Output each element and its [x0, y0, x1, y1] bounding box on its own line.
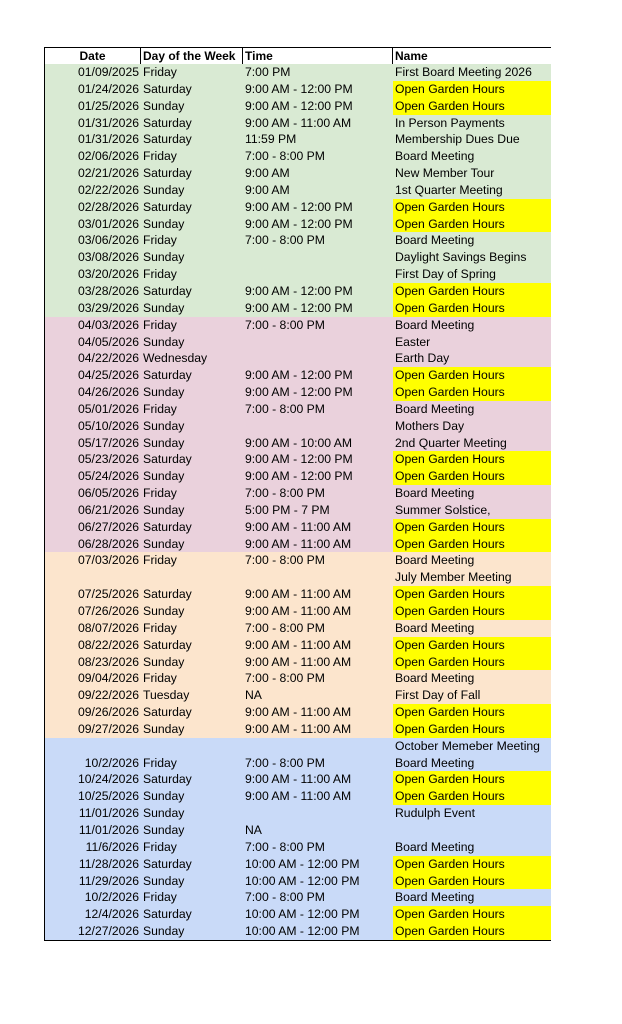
name-cell: Board Meeting — [395, 401, 475, 416]
day-cell: Friday — [143, 839, 177, 854]
date-cell: 07/03/2026 — [78, 553, 139, 568]
day-cell: Friday — [143, 671, 177, 686]
table-row — [45, 199, 551, 216]
date-cell: 11/29/2026 — [78, 873, 139, 888]
day-cell: Saturday — [143, 115, 192, 130]
time-cell: 7:00 - 8:00 PM — [245, 317, 325, 332]
time-cell: 7:00 - 8:00 PM — [245, 671, 325, 686]
time-cell: 9:00 AM - 11:00 AM — [245, 772, 352, 787]
table-row — [45, 485, 551, 502]
time-cell: 11:59 PM — [245, 132, 297, 147]
table-row — [45, 401, 551, 418]
table-row — [45, 704, 551, 721]
time-cell: 7:00 - 8:00 PM — [245, 755, 325, 770]
date-cell: 10/2/2026 — [84, 755, 139, 770]
time-cell: 5:00 PM - 7 PM — [245, 502, 330, 517]
time-cell — [243, 738, 393, 755]
name-cell: Open Garden Hours — [393, 536, 551, 553]
date-cell: 04/03/2026 — [78, 317, 139, 332]
name-cell: Open Garden Hours — [393, 451, 551, 468]
date-cell: 06/21/2026 — [78, 502, 139, 517]
time-cell: 9:00 AM - 12:00 PM — [245, 300, 353, 315]
name-cell: Membership Dues Due — [395, 132, 520, 147]
name-cell: 1st Quarter Meeting — [395, 182, 503, 197]
time-cell — [243, 418, 393, 435]
name-cell: Open Garden Hours — [393, 856, 551, 873]
time-cell: 7:00 - 8:00 PM — [245, 233, 325, 248]
name-cell: Open Garden Hours — [393, 603, 551, 620]
date-cell: 03/29/2026 — [78, 300, 139, 315]
time-cell: 7:00 - 8:00 PM — [245, 620, 325, 635]
time-cell: 9:00 AM - 11:00 AM — [245, 536, 352, 551]
time-cell: 9:00 AM - 11:00 AM — [245, 654, 352, 669]
name-cell: Open Garden Hours — [393, 923, 551, 940]
day-cell: Friday — [143, 553, 177, 568]
time-cell: 9:00 AM - 11:00 AM — [245, 789, 352, 804]
day-cell: Sunday — [143, 873, 185, 888]
name-cell: Board Meeting — [395, 755, 475, 770]
day-cell: Sunday — [143, 385, 185, 400]
name-cell: Easter — [395, 334, 431, 349]
table-row — [45, 788, 551, 805]
date-cell: 04/26/2026 — [78, 385, 139, 400]
name-cell: Open Garden Hours — [393, 788, 551, 805]
time-cell: 7:00 PM — [245, 65, 291, 79]
day-cell: Tuesday — [143, 688, 190, 703]
header-day: Day of the Week — [141, 48, 243, 64]
day-cell: Saturday — [143, 368, 192, 383]
day-cell: Sunday — [143, 469, 185, 484]
name-cell: July Member Meeting — [395, 570, 512, 585]
table-row — [45, 603, 551, 620]
date-cell: 07/25/2026 — [78, 587, 139, 602]
name-cell: In Person Payments — [395, 115, 505, 130]
name-cell: New Member Tour — [395, 166, 495, 181]
day-cell: Friday — [143, 890, 177, 905]
table-row — [45, 738, 551, 755]
table-row — [45, 367, 551, 384]
day-cell: Sunday — [143, 250, 185, 265]
time-cell: 9:00 AM - 11:00 AM — [245, 519, 352, 534]
name-cell: Summer Solstice, — [395, 502, 491, 517]
date-cell: 12/27/2026 — [78, 924, 139, 939]
day-cell: Saturday — [143, 283, 192, 298]
table-row — [45, 873, 551, 890]
name-cell: Open Garden Hours — [393, 721, 551, 738]
time-cell: 9:00 AM — [245, 182, 290, 197]
table-row — [45, 805, 551, 822]
name-cell: Board Meeting — [395, 317, 475, 332]
name-cell: Board Meeting — [395, 671, 475, 686]
time-cell — [243, 805, 393, 822]
header-date: Date — [45, 48, 141, 64]
table-row — [45, 889, 551, 906]
day-cell: Sunday — [143, 418, 185, 433]
day-cell: Saturday — [143, 907, 192, 922]
date-cell: 11/01/2026 — [78, 806, 139, 821]
day-cell: Sunday — [143, 806, 185, 821]
day-cell: Sunday — [143, 721, 185, 736]
name-cell: Open Garden Hours — [393, 637, 551, 654]
name-cell: Open Garden Hours — [393, 98, 551, 115]
name-cell: Board Meeting — [395, 486, 475, 501]
date-cell: 04/22/2026 — [78, 351, 139, 366]
date-cell — [45, 569, 141, 586]
name-cell: Earth Day — [395, 351, 450, 366]
day-cell: Friday — [143, 65, 177, 79]
name-cell: Open Garden Hours — [393, 771, 551, 788]
table-row — [45, 249, 551, 266]
table-row — [45, 721, 551, 738]
table-row — [45, 418, 551, 435]
name-cell: Open Garden Hours — [393, 367, 551, 384]
name-cell: Open Garden Hours — [393, 586, 551, 603]
name-cell: Open Garden Hours — [393, 216, 551, 233]
table-row — [45, 856, 551, 873]
day-cell: Saturday — [143, 452, 192, 467]
time-cell: 10:00 AM - 12:00 PM — [245, 924, 360, 939]
date-cell: 08/23/2026 — [78, 654, 139, 669]
date-cell: 12/4/2026 — [84, 907, 139, 922]
day-cell: Sunday — [143, 98, 185, 113]
day-cell: Friday — [143, 317, 177, 332]
table-row — [45, 451, 551, 468]
day-cell: Saturday — [143, 199, 192, 214]
date-cell: 03/06/2026 — [78, 233, 139, 248]
table-row — [45, 232, 551, 249]
day-cell: Sunday — [143, 822, 185, 837]
date-cell: 04/05/2026 — [78, 334, 139, 349]
date-cell: 01/31/2026 — [78, 132, 139, 147]
time-cell: 9:00 AM — [245, 166, 290, 181]
date-cell: 11/6/2026 — [85, 839, 139, 854]
header-name: Name — [395, 49, 428, 63]
time-cell: 9:00 AM - 11:00 AM — [245, 637, 352, 652]
day-cell: Friday — [143, 267, 177, 282]
name-cell: Board Meeting — [395, 553, 475, 568]
date-cell: 05/10/2026 — [78, 418, 139, 433]
table-row — [45, 906, 551, 923]
time-cell: 9:00 AM - 11:00 AM — [245, 705, 352, 720]
day-cell — [141, 569, 243, 586]
day-cell: Saturday — [143, 132, 192, 147]
date-cell: 01/09/2025 — [78, 65, 139, 79]
date-cell: 09/04/2026 — [78, 671, 139, 686]
day-cell: Sunday — [143, 604, 185, 618]
date-cell: 06/27/2026 — [78, 519, 139, 534]
name-cell: Rudulph Event — [395, 806, 475, 821]
time-cell: 7:00 - 8:00 PM — [245, 553, 325, 568]
day-cell: Saturday — [143, 81, 192, 96]
date-cell: 01/24/2026 — [78, 81, 139, 96]
date-cell: 05/17/2026 — [78, 435, 139, 450]
day-cell: Saturday — [143, 705, 192, 720]
table-row — [45, 384, 551, 401]
name-cell: Board Meeting — [395, 839, 475, 854]
time-cell: 7:00 - 8:00 PM — [245, 890, 325, 905]
schedule-table — [44, 47, 551, 941]
date-cell: 05/23/2026 — [78, 452, 139, 467]
table-row — [45, 637, 551, 654]
name-cell: 2nd Quarter Meeting — [395, 435, 507, 450]
table-body — [45, 64, 551, 940]
name-cell: Open Garden Hours — [393, 199, 551, 216]
day-cell: Saturday — [143, 587, 192, 602]
date-cell: 05/01/2026 — [78, 401, 139, 416]
time-cell — [243, 334, 393, 351]
date-cell: 01/25/2026 — [78, 98, 139, 113]
time-cell: 9:00 AM - 12:00 PM — [245, 452, 353, 467]
name-cell: First Day of Fall — [395, 688, 481, 703]
date-cell: 11/28/2026 — [78, 856, 139, 871]
day-cell: Sunday — [143, 300, 185, 315]
table-row — [45, 654, 551, 671]
header-row — [45, 48, 551, 64]
day-cell: Sunday — [143, 502, 185, 517]
table-row — [45, 536, 551, 553]
table-row — [45, 216, 551, 233]
name-cell: Open Garden Hours — [393, 519, 551, 536]
date-cell: 09/27/2026 — [78, 721, 139, 736]
name-cell: First Board Meeting 2026 — [395, 65, 532, 79]
day-cell: Friday — [143, 620, 177, 635]
date-cell: 10/2/2026 — [84, 890, 139, 905]
table-row — [45, 519, 551, 536]
time-cell: 7:00 - 8:00 PM — [245, 401, 325, 416]
date-cell: 02/06/2026 — [78, 149, 139, 164]
date-cell — [45, 738, 141, 755]
day-cell: Sunday — [143, 182, 185, 197]
table-row — [45, 468, 551, 485]
date-cell: 09/22/2026 — [78, 688, 139, 703]
name-cell: October Memeber Meeting — [395, 738, 540, 753]
table-row — [45, 670, 551, 687]
table-row — [45, 266, 551, 283]
date-cell: 07/26/2026 — [78, 604, 139, 618]
table-row — [45, 923, 551, 940]
date-cell: 06/28/2026 — [78, 536, 139, 551]
name-cell: Open Garden Hours — [393, 873, 551, 890]
time-cell: 9:00 AM - 12:00 PM — [245, 368, 353, 383]
time-cell — [243, 266, 393, 283]
date-cell: 02/28/2026 — [78, 199, 139, 214]
table-row — [45, 300, 551, 317]
time-cell: 10:00 AM - 12:00 PM — [245, 856, 360, 871]
day-cell: Friday — [143, 755, 177, 770]
day-cell: Sunday — [143, 924, 185, 939]
time-cell: 9:00 AM - 12:00 PM — [245, 216, 353, 231]
time-cell: 7:00 - 8:00 PM — [245, 839, 325, 854]
name-cell: Board Meeting — [395, 890, 475, 905]
day-cell: Friday — [143, 401, 177, 416]
name-cell: Open Garden Hours — [393, 81, 551, 98]
name-cell: Board Meeting — [395, 233, 475, 248]
day-cell: Sunday — [143, 536, 185, 551]
day-cell: Sunday — [143, 435, 185, 450]
table-row — [45, 822, 551, 839]
table-row — [45, 148, 551, 165]
date-cell: 03/20/2026 — [78, 267, 139, 282]
day-cell: Friday — [143, 486, 177, 501]
day-cell: Sunday — [143, 789, 185, 804]
time-cell — [243, 569, 393, 586]
date-cell: 04/25/2026 — [78, 368, 139, 383]
table-row — [45, 131, 551, 148]
name-cell: Open Garden Hours — [393, 384, 551, 401]
date-cell: 01/31/2026 — [78, 115, 139, 130]
table-row — [45, 182, 551, 199]
date-cell: 02/21/2026 — [78, 166, 139, 181]
time-cell: 9:00 AM - 11:00 AM — [245, 721, 352, 736]
name-cell: Board Meeting — [395, 620, 475, 635]
time-cell: 7:00 - 8:00 PM — [245, 149, 325, 164]
table-row — [45, 64, 551, 81]
date-cell: 09/26/2026 — [78, 705, 139, 720]
date-cell: 05/24/2026 — [78, 469, 139, 484]
date-cell: 02/22/2026 — [78, 182, 139, 197]
table-row — [45, 165, 551, 182]
table-row — [45, 334, 551, 351]
time-cell: 9:00 AM - 11:00 AM — [245, 115, 352, 130]
time-cell: 7:00 - 8:00 PM — [245, 486, 325, 501]
name-cell: Open Garden Hours — [393, 704, 551, 721]
day-cell: Sunday — [143, 654, 185, 669]
time-cell: 9:00 AM - 12:00 PM — [245, 98, 353, 113]
table-row — [45, 687, 551, 704]
day-cell: Friday — [143, 149, 177, 164]
time-cell: 9:00 AM - 12:00 PM — [245, 199, 353, 214]
date-cell: 10/25/2026 — [78, 789, 139, 804]
table-row — [45, 435, 551, 452]
date-cell: 03/01/2026 — [78, 216, 139, 231]
time-cell: NA — [245, 688, 262, 703]
time-cell: 9:00 AM - 11:00 AM — [245, 587, 352, 602]
day-cell: Sunday — [143, 216, 185, 231]
time-cell: NA — [245, 822, 262, 837]
name-cell: Open Garden Hours — [393, 906, 551, 923]
name-cell: Open Garden Hours — [393, 300, 551, 317]
name-cell: Board Meeting — [395, 149, 475, 164]
time-cell: 10:00 AM - 12:00 PM — [245, 907, 360, 922]
date-cell: 08/22/2026 — [78, 637, 139, 652]
day-cell: Saturday — [143, 519, 192, 534]
time-cell: 9:00 AM - 12:00 PM — [245, 81, 353, 96]
table-row — [45, 317, 551, 334]
table-row — [45, 350, 551, 367]
date-cell: 03/08/2026 — [78, 250, 139, 265]
header-time: Time — [243, 48, 393, 64]
table-row — [45, 81, 551, 98]
date-cell: 03/28/2026 — [78, 283, 139, 298]
name-cell: Daylight Savings Begins — [395, 250, 527, 265]
name-cell: Open Garden Hours — [393, 654, 551, 671]
table-row — [45, 620, 551, 637]
day-cell: Saturday — [143, 637, 192, 652]
time-cell: 9:00 AM - 12:00 PM — [245, 469, 353, 484]
day-cell: Wednesday — [143, 351, 208, 366]
time-cell — [243, 249, 393, 266]
date-cell: 10/24/2026 — [78, 772, 139, 787]
date-cell: 06/05/2026 — [78, 486, 139, 501]
table-row — [45, 552, 551, 569]
time-cell: 10:00 AM - 12:00 PM — [245, 873, 360, 888]
day-cell — [141, 738, 243, 755]
table-row — [45, 839, 551, 856]
table-row — [45, 586, 551, 603]
date-cell: 11/01/2026 — [78, 822, 139, 837]
time-cell: 9:00 AM - 12:00 PM — [245, 283, 353, 298]
table-row — [45, 502, 551, 519]
day-cell: Sunday — [143, 334, 185, 349]
table-row — [45, 98, 551, 115]
table-row — [45, 771, 551, 788]
table-row — [45, 115, 551, 132]
name-cell: Open Garden Hours — [393, 468, 551, 485]
date-cell: 08/07/2026 — [78, 620, 139, 635]
day-cell: Saturday — [143, 856, 192, 871]
name-cell: Open Garden Hours — [393, 283, 551, 300]
table-row — [45, 569, 551, 586]
day-cell: Friday — [143, 233, 177, 248]
day-cell: Saturday — [143, 166, 192, 181]
name-cell — [393, 822, 551, 839]
time-cell: 9:00 AM - 10:00 AM — [245, 435, 353, 450]
table-row — [45, 283, 551, 300]
name-cell: Mothers Day — [395, 418, 465, 433]
table-row — [45, 755, 551, 772]
day-cell: Saturday — [143, 772, 192, 787]
time-cell: 9:00 AM - 12:00 PM — [245, 385, 353, 400]
name-cell: First Day of Spring — [395, 267, 496, 282]
time-cell: 9:00 AM - 11:00 AM — [245, 604, 352, 618]
time-cell — [243, 350, 393, 367]
